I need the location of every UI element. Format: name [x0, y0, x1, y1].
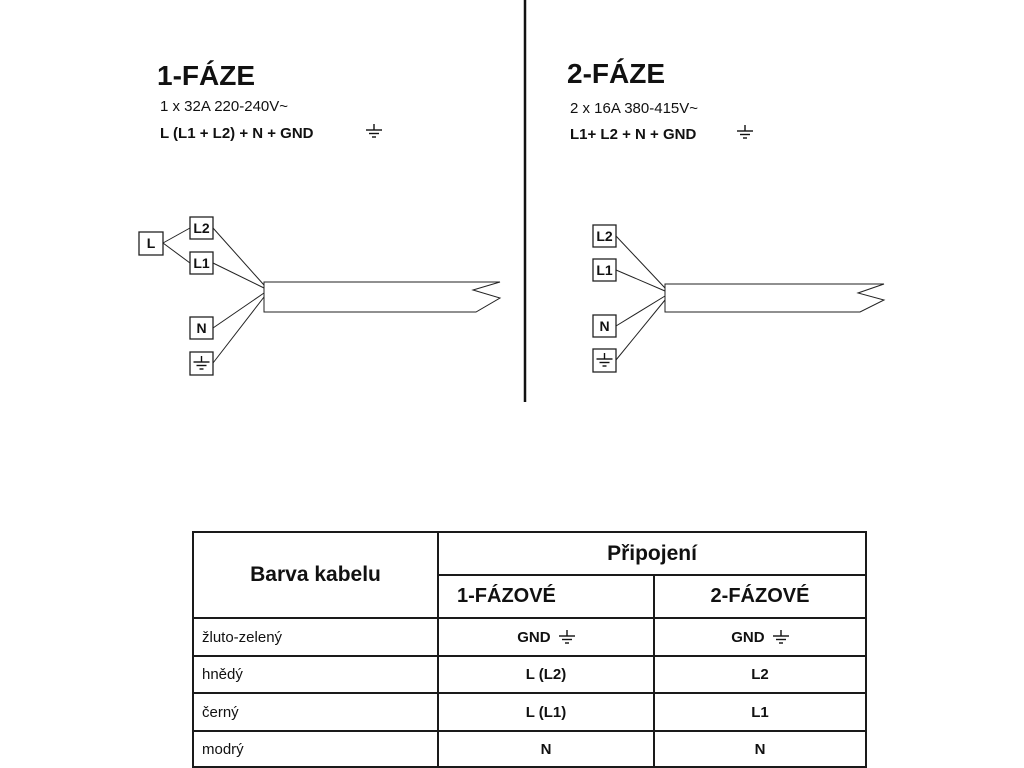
- cable-color-cell: černý: [193, 693, 438, 731]
- wire-l-to-l2: [163, 228, 190, 243]
- wire-n: [213, 293, 264, 328]
- phase1-value-cell: L (L2): [438, 656, 654, 693]
- wire-gnd: [616, 300, 665, 360]
- header-connection: Připojení: [438, 532, 866, 575]
- phase2-value-cell: N: [654, 731, 866, 767]
- phase2-value-cell: L1: [654, 693, 866, 731]
- cable: [264, 282, 500, 312]
- phase1-title: 1-FÁZE: [157, 60, 255, 91]
- wire-gnd: [213, 297, 264, 363]
- svg-text:L1: L1: [193, 255, 210, 271]
- terminal-l1: [190, 252, 213, 274]
- svg-text:L2: L2: [596, 228, 613, 244]
- svg-text:L1: L1: [596, 262, 613, 278]
- phase1-value-cell: [438, 618, 654, 656]
- wire-n: [616, 296, 665, 326]
- ground-icon: [366, 124, 382, 137]
- phase1-value-cell: L (L1): [438, 693, 654, 731]
- svg-text:L2: L2: [193, 220, 210, 236]
- cable-color-cell: hnědý: [193, 656, 438, 693]
- header-1-phase: 1-FÁZOVÉ: [438, 575, 654, 618]
- terminal-l2: [190, 217, 213, 239]
- ground-icon: [737, 125, 753, 138]
- svg-text:N: N: [599, 318, 610, 334]
- cable-color-cell: žluto-zelený: [193, 618, 438, 656]
- phase2-title: 2-FÁZE: [567, 58, 665, 89]
- table-row: [193, 618, 866, 656]
- phase2-formula: L1+ L2 + N + GND: [570, 126, 697, 143]
- terminal-l1: [593, 259, 616, 281]
- svg-text:N: N: [196, 320, 207, 336]
- header-2-phase: 2-FÁZOVÉ: [654, 575, 866, 618]
- phase1-section: [139, 60, 500, 375]
- phase2-value: GND: [731, 628, 765, 646]
- wire-l2: [213, 228, 264, 285]
- terminal-gnd: [593, 349, 616, 372]
- svg-text:L: L: [146, 235, 156, 251]
- terminal-gnd: [190, 352, 213, 375]
- cable-color-cell: modrý: [193, 731, 438, 767]
- table-row: [193, 731, 866, 767]
- terminal-n: [190, 317, 213, 339]
- phase2-value-cell: [654, 618, 866, 656]
- connection-table: [192, 531, 867, 768]
- terminal-l: [139, 232, 163, 255]
- phase2-section: [567, 58, 884, 372]
- phase2-spec: 2 x 16A 380-415V~: [570, 100, 699, 117]
- header-cable-color: Barva kabelu: [193, 532, 438, 618]
- cable: [665, 284, 884, 312]
- phase1-formula: L (L1 + L2) + N + GND: [160, 125, 314, 142]
- terminal-l2: [593, 225, 616, 247]
- phase1-spec: 1 x 32A 220-240V~: [160, 98, 289, 115]
- ground-icon: [773, 630, 789, 644]
- phase1-value: GND: [517, 628, 551, 646]
- wire-l-to-l1: [163, 243, 190, 263]
- table-row: [193, 656, 866, 693]
- phase1-value-cell: N: [438, 731, 654, 767]
- terminal-n: [593, 315, 616, 337]
- wire-l1: [213, 263, 264, 288]
- phase2-value-cell: L2: [654, 656, 866, 693]
- ground-icon: [559, 630, 575, 644]
- table-row: [193, 693, 866, 731]
